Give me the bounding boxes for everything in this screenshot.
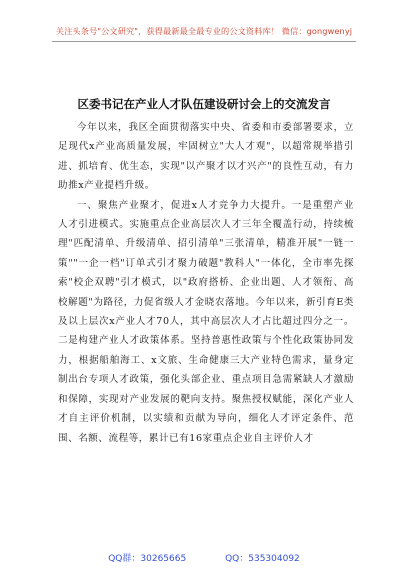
- document-body: [58, 118, 354, 448]
- paragraph-intro: 今年以来，我区全面贯彻落实中央、省委和市委部署要求，立足现代x产业高质量发展，牢固树立"大人才观"，以超常规举措引进、抓培育、优生态，实现"以产聚才以才兴产"的良性互动，有力助推x产业提档升级。: [58, 122, 354, 192]
- footer-qq-group: QQ群：30265665: [108, 554, 187, 564]
- document-title: 区委书记在产业人才队伍建设研讨会上的交流发言: [77, 97, 331, 111]
- header-divider: [52, 41, 356, 42]
- header-banner: 关注头条号"公文研究"，获得最新最全最专业的公文资料库！ 微信：gongwenyj: [55, 26, 353, 36]
- paragraph-section-one: 一、聚焦产业聚才，促进x人才竞争力大提升。一是重塑产业人才引进模式。实施重点企业高层次人才三年全覆盖行动，持续梳理"匹配清单、升级清单、招引清单"三张清单，精准开展"一链一策""一企一档"订单式引才聚力破题"教科人"一体化，全市率先探索"校企双聘"引才模式，以"政府搭桥、企业出题、人才领衔、高校解题"为路径，力促省级人才金晓农落地。今年以来，新引育E类及以上层次x产业人才70人，其中高层次人才占比超过四分之一。二是构建产业人才政策体系。坚持普惠性政策与个性化政策协同发力，根据船舶海工、x文旅、生命健康三大产业特色需求，量身定制出台专项人才政策，强化头部企业、重点项目急需紧缺人才激励和保障，实现对产业发展的靶向支持。聚焦授权赋能，深化产业人才自主评价机制，以实绩和贡献为导向，细化人才评定条件、范围、名额、流程等，累计已有16家重点企业自主评价人才: [58, 199, 354, 444]
- footer: [0, 551, 408, 564]
- footer-qq: QQ：535304092: [225, 554, 300, 564]
